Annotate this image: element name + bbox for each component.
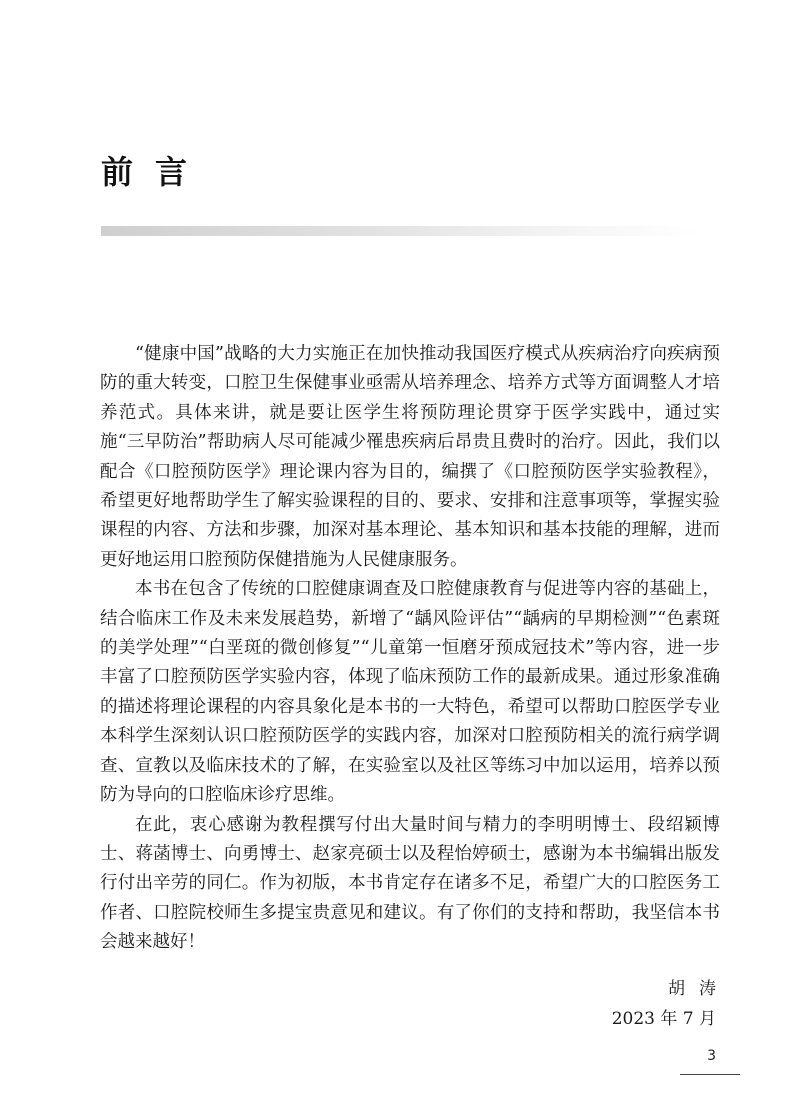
paragraph-2: 本书在包含了传统的口腔健康调查及口腔健康教育与促进等内容的基础上，结合临床工作及未来发展趋势，新增了“龋风险评估”“龋病的早期检测”“色素斑的美学处理”“白垩斑的微创修复”“儿童第一恒磨牙预成冠技术”等内容，进一步丰富了口腔预防医学实验内容，体现了临床预防工作的最新成果。通过形象准确的描述将理论课程的内容具象化是本书的一大特色，希望可以帮助口腔医学专业本科学生深刻认识口腔预防医学的实践内容，加深对口腔预防相关的流行病学调查、宣教以及临床技术的了解，在实验室以及社区等练习中加以运用，培养以预防为导向的口腔临床诊疗思维。 <box>100 579 720 806</box>
page-title: 前言 <box>101 153 210 191</box>
author-name: 胡涛 <box>668 979 730 999</box>
paragraph-1: “健康中国”战略的大力实施正在加快推动我国医疗模式从疾病治疗向疾病预防的重大转变，口腔卫生保健事业亟需从培养理念、培养方式等方面调整人才培养范式。具体来讲，就是要让医学生将预防理论贯穿于医学实践中，通过实施“三早防治”帮助病人尽可能减少罹患疾病后昂贵且费时的治疗。因此，我们以配合《口腔预防医学》理论课内容为目的，编撰了《口腔预防医学实验教程》，希望更好地帮助学生了解实验课程的目的、要求、安排和注意事项等，掌握实验课程的内容、方法和步骤，加深对基本理论、基本知识和基本技能的理解，进而更好地运用口腔预防保健措施为人民健康服务。 <box>100 344 720 570</box>
signature-block <box>611 974 730 1034</box>
page-number-rule <box>680 1074 740 1075</box>
title-underline-bar <box>101 226 701 236</box>
signature-date: 2023 年 7 月 <box>611 1009 716 1029</box>
page-number: 3 <box>707 1048 716 1064</box>
preface-body <box>100 340 720 958</box>
paragraph-3: 在此，衷心感谢为教程撰写付出大量时间与精力的李明明博士、段绍颖博士、蒋菡博士、向勇博士、赵家亮硕士以及程怡婷硕士，感谢为本书编辑出版发行付出辛劳的同仁。作为初版，本书肯定存在诸多不足，希望广大的口腔医务工作者、口腔院校师生多提宝贵意见和建议。有了你们的支持和帮助，我坚信本书会越来越好！ <box>100 814 720 953</box>
